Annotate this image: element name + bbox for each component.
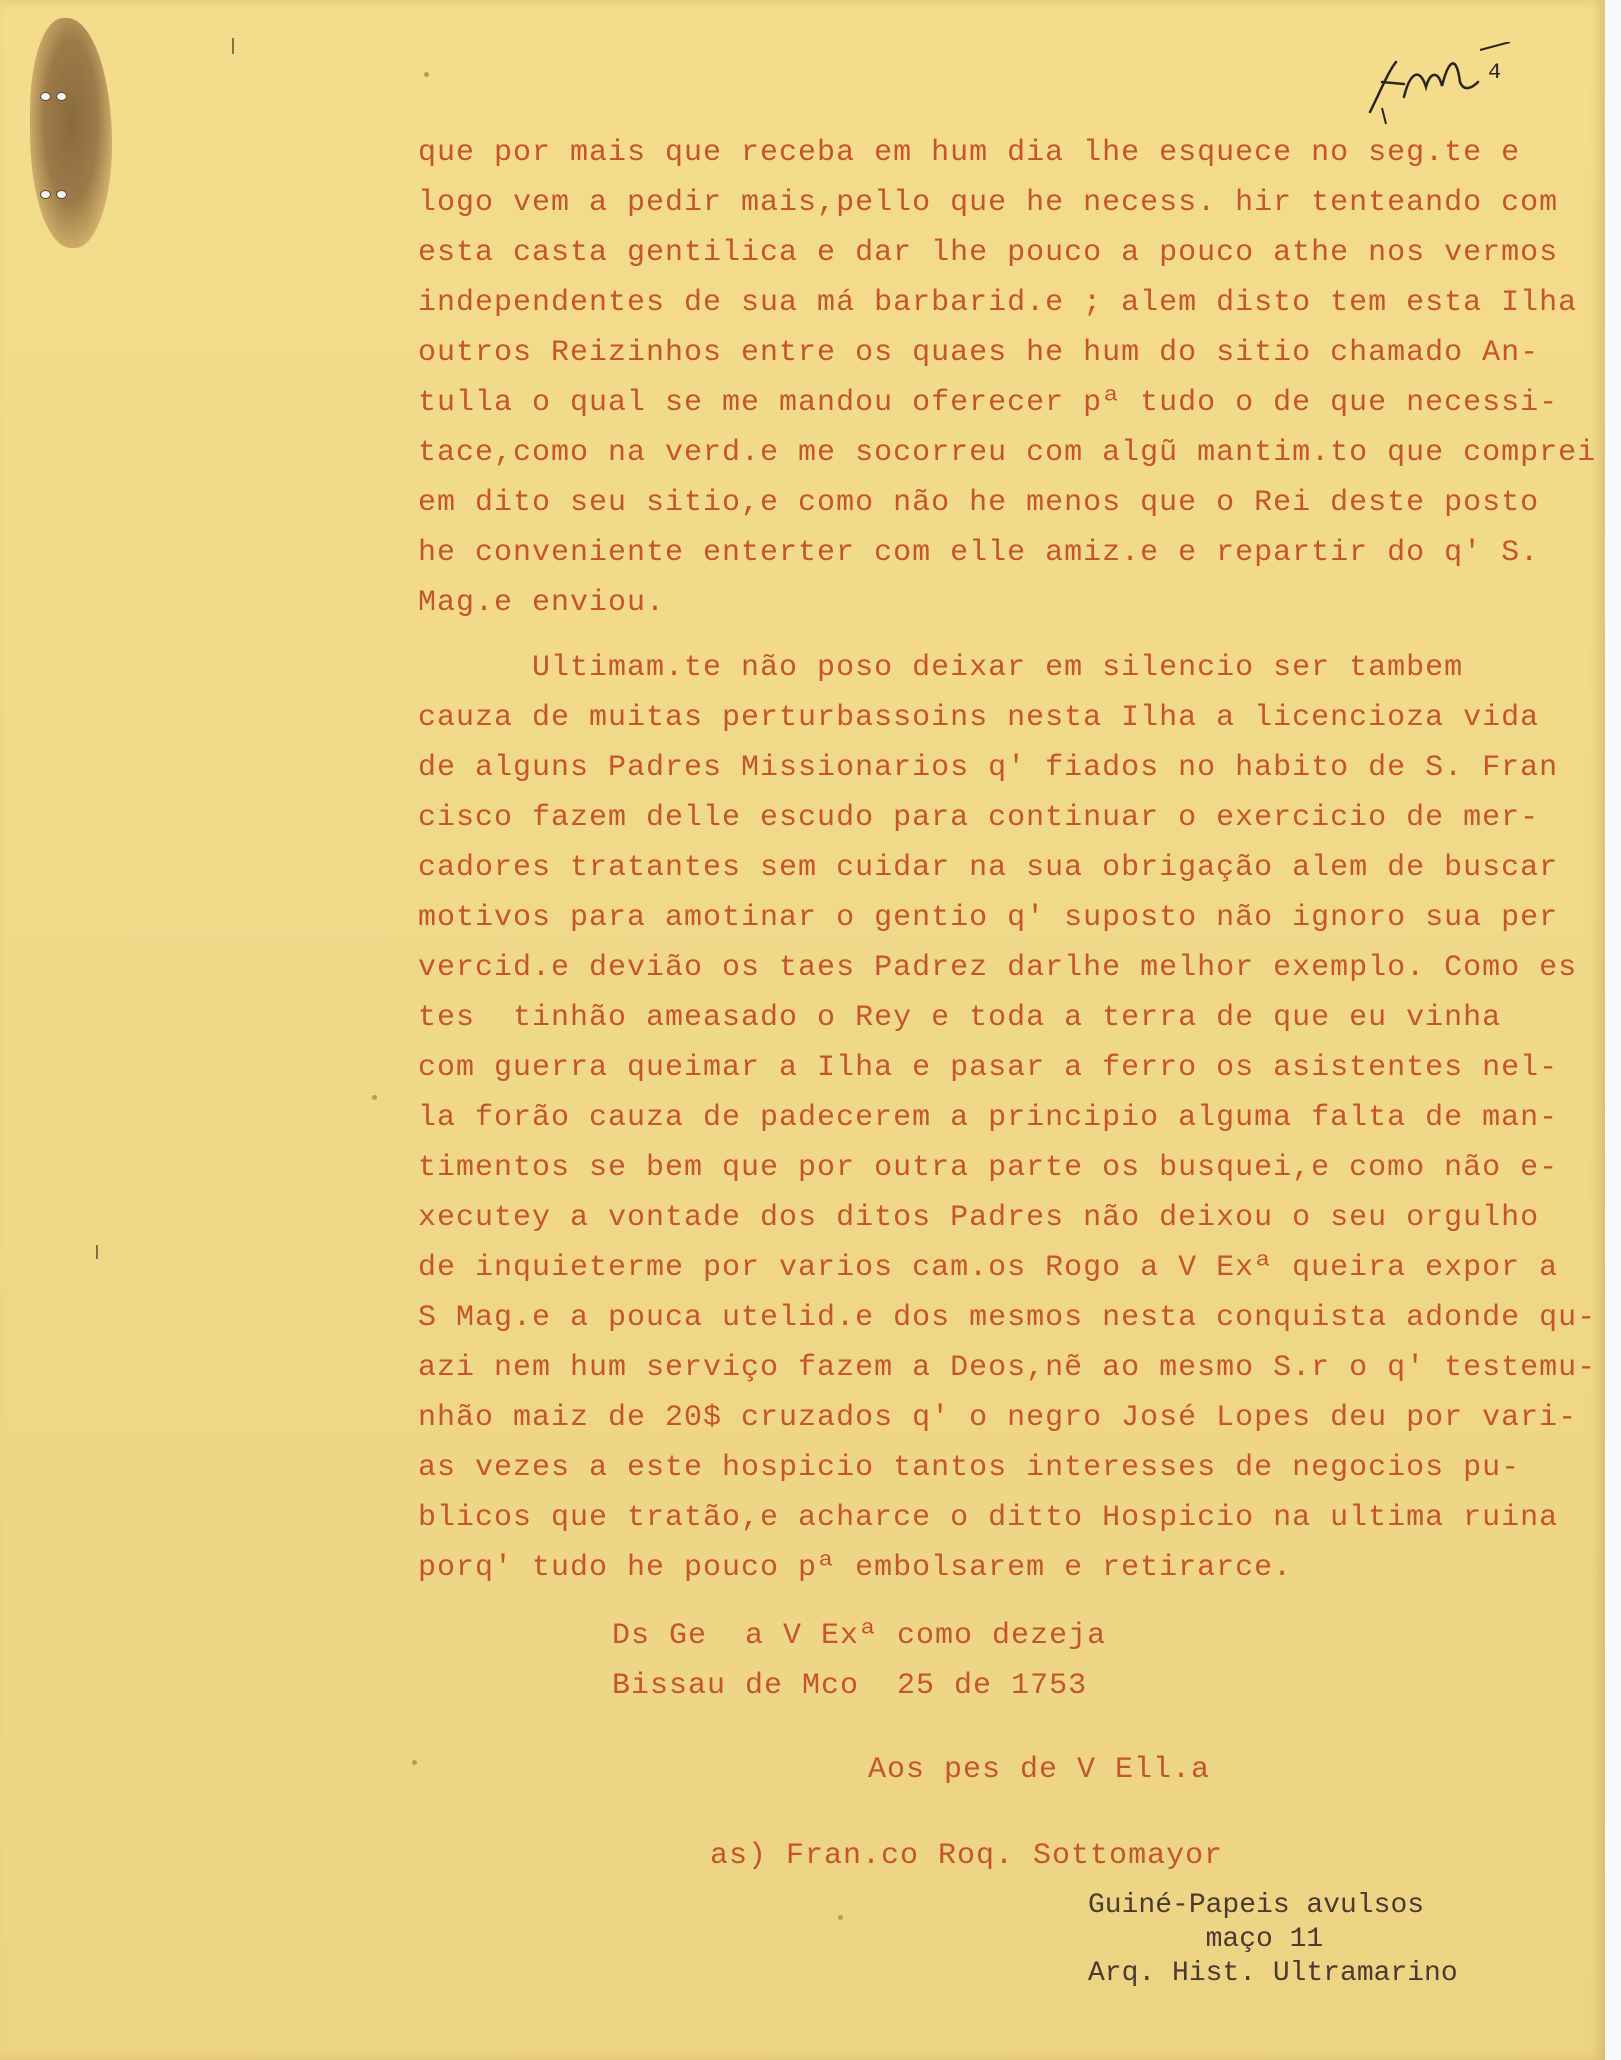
body-line: cisco fazem delle escudo para continuar o exercicio de mer- — [418, 801, 1540, 835]
paper-speck — [412, 1760, 417, 1765]
binding-hole — [56, 190, 67, 199]
body-line: tace,como na verd.e me socorreu com algũ mantim.to que comprei — [418, 436, 1597, 470]
body-line: cauza de muitas perturbassoins nesta Ilha a licencioza vida — [418, 701, 1540, 735]
archive-line: Guiné-Papeis avulsos — [1088, 1890, 1425, 1921]
closing-line: Bissau de Mco 25 de 1753 — [612, 1669, 1088, 1703]
water-stain — [30, 18, 112, 248]
body-line: as vezes a este hospicio tantos interesses de negocios pu- — [418, 1451, 1521, 1485]
paper-speck — [838, 1915, 843, 1920]
body-line: blicos que tratão,e acharce o ditto Hospicio na ultima ruina — [418, 1501, 1559, 1535]
body-line: la forão cauza de padecerem a principio alguma falta de man- — [418, 1101, 1559, 1135]
paper-mark — [96, 1245, 98, 1259]
scan-margin — [1605, 0, 1621, 2060]
body-line: em dito seu sitio,e como não he menos que o Rei deste posto — [418, 486, 1540, 520]
body-line: xecutey a vontade dos ditos Padres não deixou o seu orgulho — [418, 1201, 1540, 1235]
body-line: S Mag.e a pouca utelid.e dos mesmos nesta conquista adonde qu- — [418, 1301, 1597, 1335]
body-line: Mag.e enviou. — [418, 586, 666, 620]
body-line: tes tinhão ameasado o Rey e toda a terra de que eu vinha — [418, 1001, 1502, 1035]
body-line: cadores tratantes sem cuidar na sua obrigação alem de buscar — [418, 851, 1559, 885]
body-line: esta casta gentilica e dar lhe pouco a pouco athe nos vermos — [418, 236, 1559, 270]
paper-speck — [424, 72, 429, 77]
closing-line: Ds Ge a V Exª como dezeja — [612, 1619, 1107, 1653]
body-line: outros Reizinhos entre os quaes he hum do sitio chamado An- — [418, 336, 1540, 370]
body-line: porq' tudo he pouco pª embolsarem e retirarce. — [418, 1551, 1293, 1585]
salutation: Aos pes de V Ell.a — [868, 1753, 1211, 1787]
body-line: tulla o qual se me mandou oferecer pª tudo o de que necessi- — [418, 386, 1559, 420]
body-line: que por mais que receba em hum dia lhe esquece no seg.te e — [418, 136, 1521, 170]
body-line: logo vem a pedir mais,pello que he necess. hir tenteando com — [418, 186, 1559, 220]
body-line: he conveniente enterter com elle amiz.e e repartir do q' S. — [418, 536, 1540, 570]
binding-hole — [40, 190, 51, 199]
body-line: nhão maiz de 20$ cruzados q' o negro José Lopes deu por vari- — [418, 1401, 1578, 1435]
body-line: timentos se bem que por outra parte os busquei,e como não e- — [418, 1151, 1559, 1185]
body-line: com guerra queimar a Ilha e pasar a ferro os asistentes nel- — [418, 1051, 1559, 1085]
archive-line: maço 11 — [1088, 1924, 1324, 1955]
body-line: Ultimam.te não poso deixar em silencio ser tambem — [418, 651, 1464, 685]
paper-speck — [372, 1095, 377, 1100]
body-line: de inquieterme por varios cam.os Rogo a V Exª queira expor a — [418, 1251, 1559, 1285]
folio-annotation — [1360, 42, 1520, 132]
body-line: independentes de sua má barbarid.e ; alem disto tem esta Ilha — [418, 286, 1578, 320]
body-line: vercid.e devião os taes Padrez darlhe melhor exemplo. Como es — [418, 951, 1578, 985]
body-line: de alguns Padres Missionarios q' fiados no habito de S. Fran — [418, 751, 1559, 785]
paper-mark — [232, 38, 234, 54]
binding-hole — [40, 92, 51, 101]
folio-number: 4 — [1488, 60, 1502, 85]
body-line: motivos para amotinar o gentio q' suposto não ignoro sua per — [418, 901, 1559, 935]
archive-line: Arq. Hist. Ultramarino — [1088, 1958, 1458, 1989]
signature: as) Fran.co Roq. Sottomayor — [710, 1839, 1224, 1873]
binding-hole — [56, 92, 67, 101]
body-line: azi nem hum serviço fazem a Deos,nẽ ao mesmo S.r o q' testemu- — [418, 1351, 1597, 1385]
